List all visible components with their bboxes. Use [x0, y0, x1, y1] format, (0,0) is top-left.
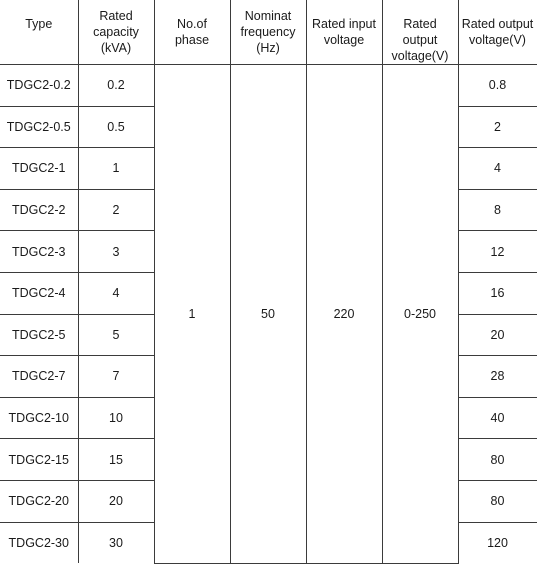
cell-type: TDGC2-2: [0, 189, 78, 231]
header-input-voltage-line: voltage: [323, 33, 365, 47]
header-output-voltage-line: Rated output: [461, 17, 534, 31]
cell-capacity: 3: [78, 231, 154, 273]
cell-input-voltage: 220: [306, 65, 382, 564]
cell-output-voltage: 2: [458, 106, 537, 148]
cell-capacity: 5: [78, 314, 154, 356]
cell-type: TDGC2-10: [0, 397, 78, 439]
cell-output-voltage: 120: [458, 522, 537, 563]
header-output-voltage-range-line: voltage(V): [391, 49, 449, 63]
header-phase-line: No.of: [177, 17, 207, 31]
cell-type: TDGC2-0.2: [0, 65, 78, 107]
header-phase-line: phase: [174, 33, 210, 47]
cell-output-voltage: 40: [458, 397, 537, 439]
cell-type: TDGC2-5: [0, 314, 78, 356]
header-input-voltage: [306, 0, 382, 65]
cell-capacity: 2: [78, 189, 154, 231]
cell-type: TDGC2-1: [0, 148, 78, 190]
cell-output-voltage: 0.8: [458, 65, 537, 107]
cell-type: TDGC2-0.5: [0, 106, 78, 148]
cell-output-voltage: 12: [458, 231, 537, 273]
header-type: [0, 0, 78, 65]
header-input-voltage-line: Rated input: [312, 17, 376, 31]
cell-output-voltage: 20: [458, 314, 537, 356]
cell-output-voltage: 8: [458, 189, 537, 231]
header-frequency-line: (Hz): [256, 41, 280, 55]
header-output-voltage-line: voltage(V): [469, 33, 526, 47]
header-row: [0, 0, 537, 65]
header-capacity-line: (kVA): [100, 41, 132, 55]
cell-frequency: 50: [230, 65, 306, 564]
table-row: [0, 65, 537, 107]
header-type-line: Type: [25, 17, 53, 31]
cell-output-voltage: 28: [458, 356, 537, 398]
cell-capacity: 4: [78, 272, 154, 314]
header-frequency: [230, 0, 306, 65]
cell-output-voltage: 80: [458, 480, 537, 522]
header-output-voltage-range: [382, 0, 458, 65]
cell-type: TDGC2-30: [0, 522, 78, 563]
cell-capacity: 0.5: [78, 106, 154, 148]
cell-capacity: 20: [78, 480, 154, 522]
cell-output-voltage: 4: [458, 148, 537, 190]
table-header: [0, 0, 537, 65]
cell-capacity: 7: [78, 356, 154, 398]
cell-type: TDGC2-20: [0, 480, 78, 522]
header-frequency-line: frequency: [240, 25, 296, 39]
cell-capacity: 30: [78, 522, 154, 563]
cell-capacity: 15: [78, 439, 154, 481]
header-phase: [154, 0, 230, 65]
header-capacity-line: Rated: [99, 9, 133, 23]
cell-type: TDGC2-7: [0, 356, 78, 398]
header-output-voltage: [458, 0, 537, 65]
table-body: [0, 65, 537, 564]
cell-output-voltage: 16: [458, 272, 537, 314]
header-frequency-line: Nominat: [244, 9, 292, 23]
cell-type: TDGC2-3: [0, 231, 78, 273]
cell-type: TDGC2-15: [0, 439, 78, 481]
header-output-voltage-range-line: Rated output: [402, 17, 438, 47]
cell-output-voltage-range: 0-250: [382, 65, 458, 564]
cell-capacity: 10: [78, 397, 154, 439]
cell-output-voltage: 80: [458, 439, 537, 481]
cell-capacity: 1: [78, 148, 154, 190]
cell-type: TDGC2-4: [0, 272, 78, 314]
cell-phase: 1: [154, 65, 230, 564]
header-capacity: [78, 0, 154, 65]
header-capacity-line: capacity: [93, 25, 139, 39]
cell-capacity: 0.2: [78, 65, 154, 107]
